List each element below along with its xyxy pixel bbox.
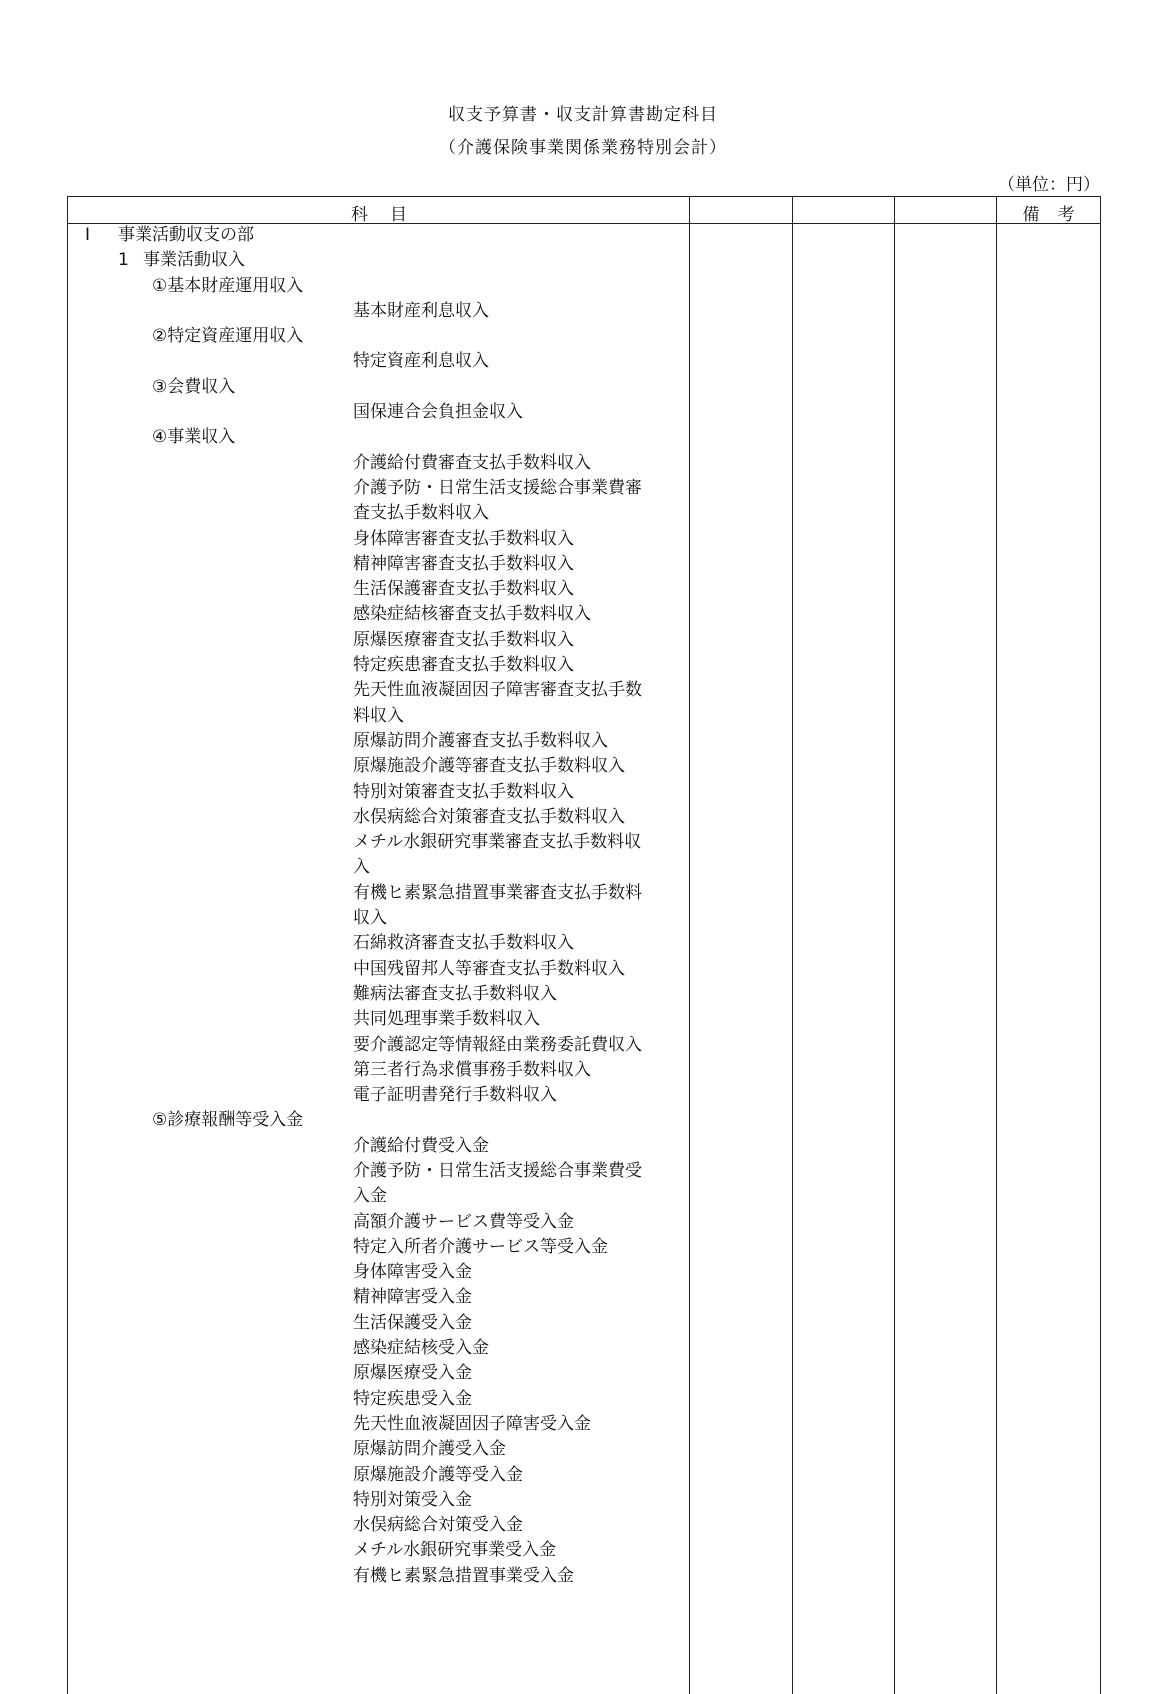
account-row: 特別対策受入金 [353, 1489, 472, 1510]
header-kamoku: 科目 [351, 205, 429, 225]
account-row: 基本財産利息収入 [353, 300, 489, 321]
document-title: 収支予算書・収支計算書勘定科目 [448, 105, 718, 125]
account-row: 原爆医療審査支払手数料収入 [353, 629, 574, 650]
header-biko: 備考 [1022, 205, 1093, 225]
account-row: 介護予防・日常生活支援総合事業費受 [353, 1160, 642, 1181]
subsection-heading [68, 248, 690, 273]
account-row: 要介護認定等情報経由業務委託費収入 [353, 1034, 642, 1055]
category-row: ④事業収入 [152, 427, 236, 448]
account-rows [68, 223, 690, 1589]
account-row: 有機ヒ素緊急措置事業受入金 [353, 1565, 574, 1586]
document-subtitle: （介護保険事業関係業務特別会計） [439, 138, 727, 158]
account-row-continued: 収入 [353, 908, 387, 929]
column-divider [894, 196, 895, 1694]
account-row-continued: 料収入 [353, 705, 404, 726]
account-row: 特定疾患審査支払手数料収入 [353, 655, 574, 676]
column-divider [792, 196, 793, 1694]
account-row: メチル水銀研究事業審査支払手数料収 [353, 832, 642, 853]
account-row: 生活保護受入金 [353, 1312, 472, 1333]
unit-label: （単位：円） [998, 175, 1100, 195]
account-row: 共同処理事業手数料収入 [353, 1009, 540, 1030]
account-row: 第三者行為求償事務手数料収入 [353, 1059, 591, 1080]
account-row: 介護予防・日常生活支援総合事業費審 [353, 477, 642, 498]
account-row: 先天性血液凝固因子障害審査支払手数 [353, 680, 642, 701]
account-row: 身体障害受入金 [353, 1262, 472, 1283]
account-row: 特別対策審査支払手数料収入 [353, 781, 574, 802]
account-row: 難病法審査支払手数料収入 [353, 983, 557, 1004]
account-row: 石綿救済審査支払手数料収入 [353, 933, 574, 954]
account-row: 有機ヒ素緊急措置事業審査支払手数料 [353, 882, 642, 903]
account-row: 電子証明書発行手数料収入 [353, 1085, 557, 1106]
account-row: 特定資産利息収入 [353, 351, 489, 372]
account-row-continued: 入金 [353, 1186, 387, 1207]
column-divider [996, 196, 997, 1694]
account-row: 先天性血液凝固因子障害受入金 [353, 1413, 591, 1434]
account-row: 原爆訪問介護審査支払手数料収入 [353, 730, 608, 751]
row-label: 事業活動収入 [143, 250, 245, 271]
account-table [67, 196, 1101, 1694]
row-number: 1 [118, 250, 129, 271]
account-row: メチル水銀研究事業受入金 [353, 1540, 557, 1561]
account-row: 原爆医療受入金 [353, 1363, 472, 1384]
account-row: 原爆施設介護等審査支払手数料収入 [353, 756, 625, 777]
category-row: ⑤診療報酬等受入金 [152, 1110, 304, 1131]
account-row: 特定入所者介護サービス等受入金 [353, 1236, 608, 1257]
account-row: 特定疾患受入金 [353, 1388, 472, 1409]
category-row: ③会費収入 [152, 376, 236, 397]
row-label: 事業活動収支の部 [118, 225, 254, 245]
account-row: 原爆訪問介護受入金 [353, 1439, 506, 1460]
account-row: 精神障害受入金 [353, 1287, 472, 1308]
account-row: 精神障害審査支払手数料収入 [353, 553, 574, 574]
row-number: Ⅰ [85, 225, 91, 245]
account-row-continued: 査支払手数料収入 [353, 503, 489, 524]
category-row: ①基本財産運用収入 [152, 275, 304, 296]
account-row: 国保連合会負担金収入 [353, 402, 523, 423]
account-row: 生活保護審査支払手数料収入 [353, 579, 574, 600]
account-row: 水俣病総合対策受入金 [353, 1515, 523, 1536]
account-row: 水俣病総合対策審査支払手数料収入 [353, 806, 625, 827]
account-row: 身体障害審査支払手数料収入 [353, 528, 574, 549]
section-heading [68, 223, 690, 248]
account-row: 中国残留邦人等審査支払手数料収入 [353, 958, 625, 979]
account-row: 高額介護サービス費等受入金 [353, 1211, 574, 1232]
category-row: ②特定資産運用収入 [152, 326, 304, 347]
account-row: 介護給付費受入金 [353, 1135, 489, 1156]
account-row: 原爆施設介護等受入金 [353, 1464, 523, 1485]
account-row: 感染症結核審査支払手数料収入 [353, 604, 591, 625]
table-header [68, 196, 1100, 224]
account-row: 感染症結核受入金 [353, 1338, 489, 1359]
account-row-continued: 入 [353, 857, 370, 878]
account-row: 介護給付費審査支払手数料収入 [353, 452, 591, 473]
